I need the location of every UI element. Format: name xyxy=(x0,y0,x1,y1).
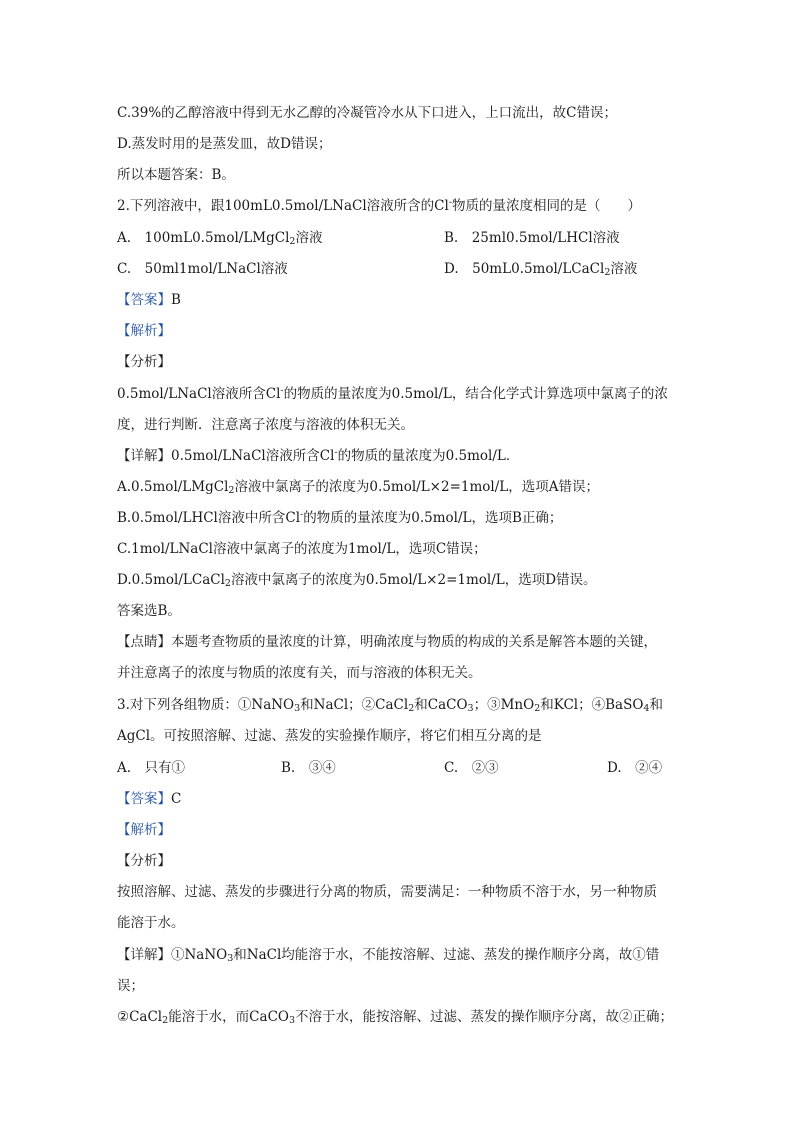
text-segment: ②CaCl xyxy=(117,1009,163,1025)
text-line: 答案选B。 xyxy=(117,603,181,619)
text-segment: 物质的量浓度相同的是（ ） xyxy=(452,198,642,214)
q3-option-a: A. 只有① xyxy=(117,760,186,776)
text-segment: 的物质的量浓度为0.5mol/L． xyxy=(337,448,520,464)
answer-value: B xyxy=(171,292,181,308)
detail-line xyxy=(117,945,659,965)
q2-option-c: C. 50ml1mol/LNaCl溶液 xyxy=(117,261,288,277)
text-segment: 0.5mol/LNaCl溶液所含Cl xyxy=(171,448,335,464)
subscript: 2 xyxy=(162,1015,169,1026)
text-segment: 不溶于水，能按溶解、过滤、蒸发的操作顺序分离，故②正确； xyxy=(295,1009,674,1025)
subscript: 2 xyxy=(224,578,231,589)
text-line: AgCl。可按照溶解、过滤、蒸发的实验操作顺序，将它们相互分离的是 xyxy=(117,728,542,744)
analysis-label: 【解析】 xyxy=(117,822,171,838)
question-2-stem xyxy=(117,196,641,216)
text-line: 度，进行判断．注意离子浓度与溶液的体积无关。 xyxy=(117,417,414,433)
text-segment: 的物质的量浓度为0.5mol/L，结合化学式计算选项中氯离子的浓 xyxy=(283,386,668,402)
section-label: 【分析】 xyxy=(117,853,171,869)
text-segment: 和KCl；④BaSO xyxy=(540,697,644,713)
answer-line xyxy=(117,290,181,310)
text-segment: 溶液中氯离子的浓度为0.5mol/L×2=1mol/L，选项A错误； xyxy=(234,479,599,495)
detail-line xyxy=(117,446,519,466)
text-segment: 3.对下列各组物质：①NaNO xyxy=(117,697,295,713)
subscript: 2 xyxy=(534,703,541,714)
subscript: 3 xyxy=(467,703,474,714)
superscript: - xyxy=(280,385,284,396)
text-segment: 和NaCl；②CaCl xyxy=(300,697,409,713)
subscript: 4 xyxy=(643,703,650,714)
answer-label: 【答案】 xyxy=(117,292,171,308)
q2-option-a xyxy=(117,228,322,248)
text-line: 所以本题答案：B。 xyxy=(117,167,235,183)
subscript: 3 xyxy=(294,703,301,714)
text-segment: A.0.5mol/LMgCl xyxy=(117,479,229,495)
detail-label: 【详解】 xyxy=(117,448,171,464)
text-segment: ；③MnO xyxy=(473,697,535,713)
text-line: 并注意离子的浓度与物质的浓度有关，而与溶液的体积无关。 xyxy=(117,665,482,681)
text-segment: 溶液 xyxy=(295,230,323,246)
text-segment: 和CaCO xyxy=(414,697,468,713)
text-line xyxy=(117,384,668,404)
q2-option-d xyxy=(444,259,637,279)
text-segment: D.0.5mol/LCaCl xyxy=(117,572,225,588)
text-line xyxy=(117,570,597,590)
q3-option-d: D. ②④ xyxy=(607,760,663,776)
subscript: 3 xyxy=(227,953,234,964)
answer-value: C xyxy=(171,791,182,807)
subscript: 2 xyxy=(289,236,296,247)
text-segment: B.0.5mol/LHCl溶液中所含Cl xyxy=(117,510,301,526)
text-segment: A. 100mL0.5mol/LMgCl xyxy=(117,230,290,246)
subscript: 3 xyxy=(288,1015,296,1026)
text-segment: 本题考查物质的量浓度的计算，明确浓度与物质的构成的关系是解答本题的关键， xyxy=(171,634,657,650)
text-segment: 和NaCl均能溶于水，不能按溶解、过滤、蒸发的操作顺序分离，故①错 xyxy=(233,947,660,963)
subscript: 2 xyxy=(604,267,611,278)
detail-label: 【详解】 xyxy=(117,947,171,963)
text-line xyxy=(117,508,562,528)
note-label: 【点睛】 xyxy=(117,634,171,650)
section-label: 【分析】 xyxy=(117,354,171,370)
text-segment: 和 xyxy=(649,697,663,713)
subscript: 2 xyxy=(228,485,235,496)
text-line: 误； xyxy=(117,978,144,994)
text-segment: ①NaNO xyxy=(171,947,228,963)
q2-option-b: B. 25ml0.5mol/LHCl溶液 xyxy=(444,230,620,246)
text-segment: 溶液中氯离子的浓度为0.5mol/L×2=1mol/L，选项D错误。 xyxy=(230,572,597,588)
question-3-stem xyxy=(117,695,663,715)
subscript: 2 xyxy=(408,703,415,714)
text-line: 按照溶解、过滤、蒸发的步骤进行分离的物质，需要满足：一种物质不溶于水，另一种物质 xyxy=(117,884,657,900)
q3-option-c: C. ②③ xyxy=(444,760,499,776)
superscript: - xyxy=(448,197,453,208)
superscript: - xyxy=(300,509,304,520)
text-line: C.1mol/LNaCl溶液中氯离子的浓度为1mol/L，选项C错误； xyxy=(117,541,487,557)
text-segment: 的物质的量浓度为0.5mol/L，选项B正确； xyxy=(303,510,563,526)
answer-line xyxy=(117,789,181,809)
superscript: - xyxy=(334,447,338,458)
text-line xyxy=(117,1007,673,1027)
text-line: C.39%的乙醇溶液中得到无水乙醇的冷凝管冷水从下口进入，上口流出，故C错误； xyxy=(117,105,617,121)
note-line xyxy=(117,632,657,652)
q3-option-b: B. ③④ xyxy=(281,760,336,776)
answer-label: 【答案】 xyxy=(117,791,171,807)
text-line: D.蒸发时用的是蒸发皿，故D错误； xyxy=(117,136,332,152)
text-segment: 能溶于水，而CaCO xyxy=(168,1009,289,1025)
text-line xyxy=(117,477,599,497)
text-segment: D. 50mL0.5mol/LCaCl xyxy=(444,261,605,277)
text-line: 能溶于水。 xyxy=(117,915,185,931)
analysis-label: 【解析】 xyxy=(117,323,171,339)
text-segment: 溶液 xyxy=(610,261,638,277)
text-segment: 2.下列溶液中，跟100mL0.5mol/LNaCl溶液所含的Cl xyxy=(117,198,449,214)
text-segment: 0.5mol/LNaCl溶液所含Cl xyxy=(117,386,281,402)
